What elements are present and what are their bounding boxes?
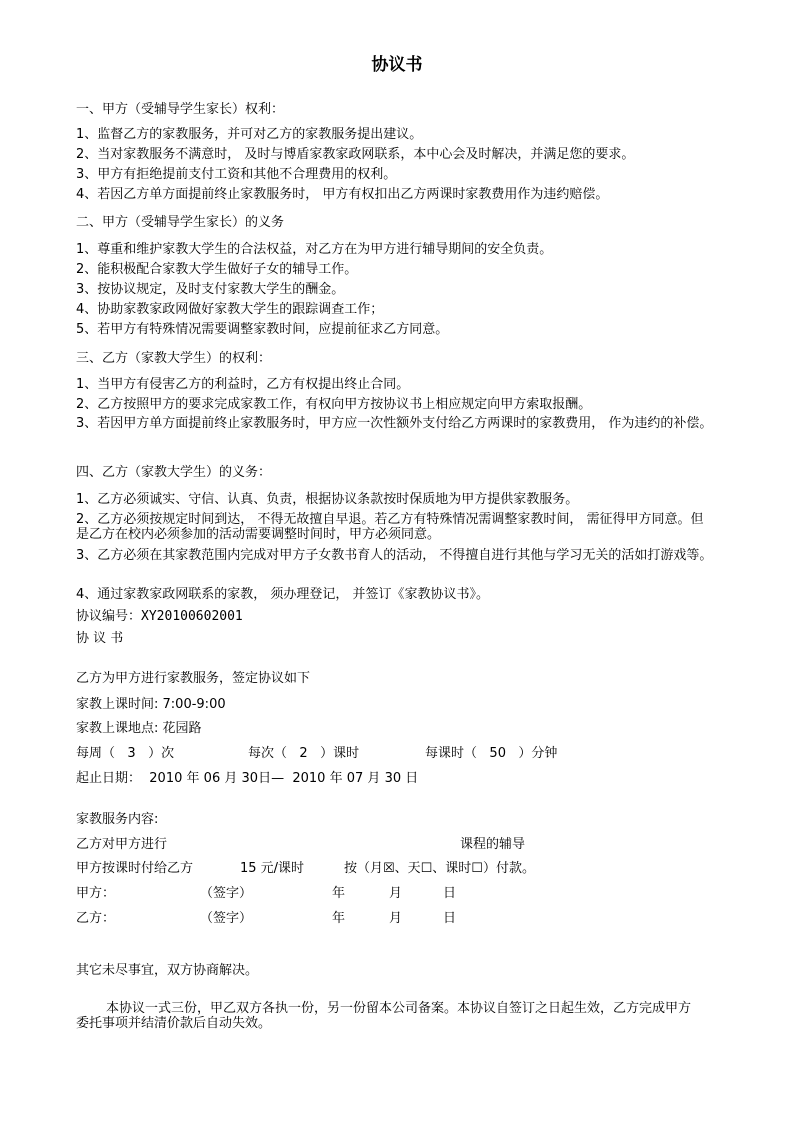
document-title: 协议书	[371, 55, 423, 75]
party-b-sign: （签字）	[200, 911, 253, 926]
party-b-label: 乙方：	[76, 911, 116, 926]
per-session-hours	[248, 745, 359, 763]
end-year-unit: 年	[329, 771, 343, 786]
section-1-item-4: 4、若因乙方单方面提前终止家教服务时， 甲方有权扣出乙方两课时家教费用作为违约赔偿。	[76, 187, 609, 202]
section-1-item-3: 3、甲方有拒绝提前支付工资和其他不合理费用的权利。	[76, 167, 397, 182]
pay-prefix: 甲方按课时付给乙方	[76, 861, 194, 876]
end-month: 07	[346, 771, 364, 786]
closing-other: 其它未尽事宜，双方协商解决。	[76, 963, 259, 978]
weekly-frequency	[76, 745, 174, 763]
pay-method: 按（月☒、天☐、课时☐）付款。	[344, 861, 535, 876]
end-month-unit: 月	[367, 771, 381, 786]
class-location-value: 花园路	[162, 721, 202, 736]
start-year: 2010	[149, 771, 183, 786]
class-location-label: 家教上课地点:	[76, 721, 159, 736]
per-hour-value: 50	[489, 746, 506, 761]
section-3-item-1: 1、当甲方有侵害乙方的利益时，乙方有权提出终止合同。	[76, 377, 410, 392]
section-2-item-5: 5、若甲方有特殊情况需要调整家教时间，应提前征求乙方同意。	[76, 322, 449, 337]
section-4-heading: 四、乙方（家教大学生）的义务：	[76, 465, 272, 480]
class-time	[76, 696, 226, 714]
class-time-value: 7:00-9:00	[162, 697, 226, 712]
start-month: 06	[203, 771, 221, 786]
section-4-item-3: 3、乙方必须在其家教范围内完成对甲方子女教书育人的活动， 不得擅自进行其他与学习无关的活如打游戏等。	[76, 548, 713, 563]
section-3-item-3: 3、若因甲方单方面提前终止家教服务时，甲方应一次性额外支付给乙方两课时的家教费用， 作为违约的补偿。	[76, 416, 713, 431]
party-b-day: 日	[443, 911, 457, 926]
party-a-day: 日	[443, 886, 457, 901]
class-time-label: 家教上课时间:	[76, 697, 159, 712]
agreement-number-label: 协议编号：	[76, 609, 142, 624]
per-hour-prefix: 每课时（	[425, 746, 478, 761]
section-2-heading: 二、甲方（受辅导学生家长）的义务	[76, 215, 285, 230]
agreement-subtitle: 协 议 书	[76, 631, 124, 646]
per-session-prefix: 每次（	[248, 746, 288, 761]
section-4-item-1: 1、乙方必须诚实、守信、认真、负责，根据协议条款按时保质地为甲方提供家教服务。	[76, 492, 579, 507]
party-a-label: 甲方：	[76, 886, 116, 901]
start-year-unit: 年	[186, 771, 200, 786]
course-prefix: 乙方对甲方进行	[76, 837, 168, 852]
end-day-unit: 日	[405, 771, 419, 786]
per-session-value: 2	[299, 746, 308, 761]
class-location	[76, 720, 202, 738]
section-3-heading: 三、乙方（家教大学生）的权利：	[76, 351, 272, 366]
weekly-suffix: ）次	[148, 746, 175, 761]
agreement-number-value: XY20100602001	[141, 609, 243, 624]
party-b-month: 月	[389, 911, 403, 926]
pay-rate: 15 元/课时	[240, 861, 305, 876]
agreement-intro: 乙方为甲方进行家教服务，签定协议如下	[76, 671, 311, 686]
date-dash: —	[271, 771, 285, 786]
section-3-item-2: 2、乙方按照甲方的要求完成家教工作，有权向甲方按协议书上相应规定向甲方索取报酬。	[76, 397, 592, 412]
section-1-heading: 一、甲方（受辅导学生家长）权利：	[76, 102, 285, 117]
start-month-unit: 月	[224, 771, 238, 786]
section-2-item-4: 4、协助家教家政网做好家教大学生的跟踪调查工作；	[76, 302, 384, 317]
party-a-sign: （签字）	[200, 886, 253, 901]
weekly-prefix: 每周（	[76, 746, 116, 761]
per-session-suffix: ）课时	[320, 746, 360, 761]
party-a-year: 年	[332, 886, 346, 901]
per-hour-suffix: ）分钟	[518, 746, 558, 761]
party-a-month: 月	[389, 886, 403, 901]
start-day: 30	[241, 771, 259, 786]
agreement-number	[76, 608, 243, 626]
closing-paragraph: 本协议一式三份，甲乙双方各执一份，另一份留本公司备案。本协议自签订之日起生效，乙方完成甲方委托事项并结清价款后自动失效。	[76, 1001, 692, 1031]
section-2-item-3: 3、按协议规定，及时支付家教大学生的酬金。	[76, 282, 345, 297]
service-content-label: 家教服务内容:	[76, 812, 159, 827]
weekly-count: 3	[127, 746, 136, 761]
end-day: 30	[384, 771, 402, 786]
section-1-item-1: 1、监督乙方的家教服务，并可对乙方的家教服务提出建议。	[76, 127, 423, 142]
per-hour-minutes	[425, 745, 557, 763]
section-2-item-2: 2、能积极配合家教大学生做好子女的辅导工作。	[76, 262, 358, 277]
end-year: 2010	[292, 771, 326, 786]
section-2-item-1: 1、尊重和维护家教大学生的合法权益，对乙方在为甲方进行辅导期间的安全负责。	[76, 242, 553, 257]
start-day-unit: 日	[258, 771, 272, 786]
section-4-item-2: 2、乙方必须按规定时间到达， 不得无故擅自早退。若乙方有特殊情况需调整家教时间， 需征得甲方同意。但是乙方在校内必须参加的活动需要调整时间时，甲方必须同意。	[76, 512, 704, 542]
section-4-item-4: 4、通过家教家政网联系的家教， 须办理登记， 并签订《家教协议书》。	[76, 587, 490, 602]
party-b-year: 年	[332, 911, 346, 926]
date-range	[76, 770, 418, 788]
course-suffix: 课程的辅导	[460, 837, 526, 852]
section-1-item-2: 2、当对家教服务不满意时， 及时与博盾家教家政网联系，本中心会及时解决，并满足您的要求。	[76, 147, 635, 162]
date-label: 起止日期：	[76, 771, 142, 786]
